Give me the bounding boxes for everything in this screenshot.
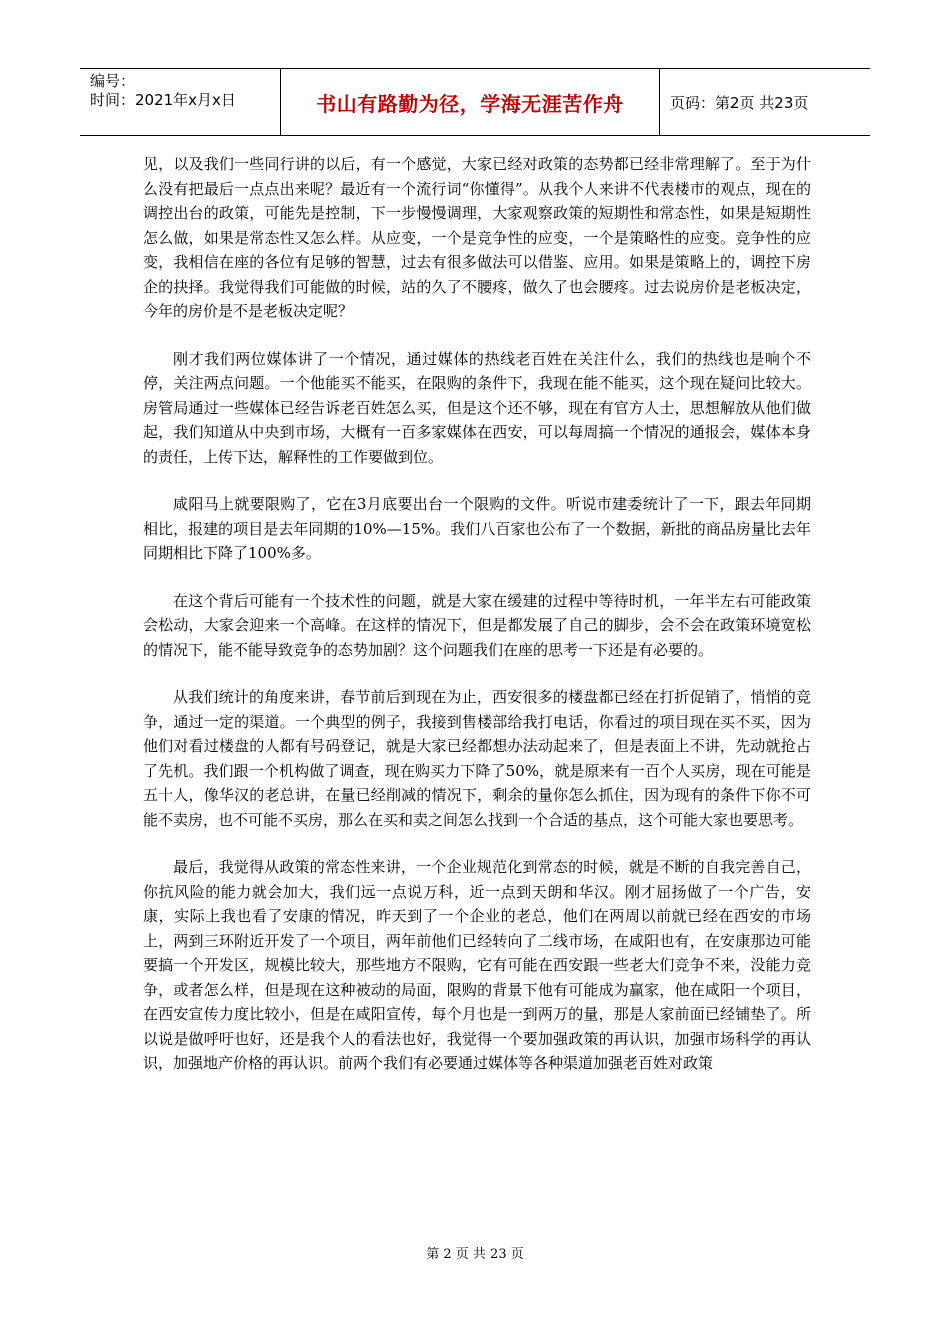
- body-paragraph: 从我们统计的角度来讲，春节前后到现在为止，西安很多的楼盘都已经在打折促销了，悄悄的竞争，通过一定的渠道。一个典型的例子，我接到售楼部给我打电话，你看过的项目现在买不买，因为他们对看过楼盘的人都有号码登记，就是大家已经都想办法动起来了，但是表面上不讲，先动就抢占了先机。我们跟一个机构做了调查，现在购买力下降了50%，就是原来有一百个人买房，现在可能是五十人，像华汉的老总讲，在量已经削减的情况下，剩余的量你怎么抓住，因为现有的条件下你不可能不卖房，也不可能不买房，那么在买和卖之间怎么找到一个合适的基点，这个可能大家也要思考。: [143, 688, 811, 829]
- body-paragraph: 刚才我们两位媒体讲了一个情况，通过媒体的热线老百姓在关注什么，我们的热线也是响个不停，关注两点问题。一个他能买不能买，在限购的条件下，我现在能不能买，这个现在疑问比较大。房管局通过一些媒体已经告诉老百姓怎么买，但是这个还不够，现在有官方人士，思想解放从他们做起，我们知道从中央到市场，大概有一百多家媒体在西安，可以每周搞一个情况的通报会，媒体本身的责任，上传下达，解释性的工作要做到位。: [143, 349, 811, 466]
- body-paragraph: 在这个背后可能有一个技术性的问题，就是大家在缓建的过程中等待时机，一年半左右可能政策会松动，大家会迎来一个高峰。在这样的情况下，但是都发展了自己的脚步，会不会在政策环境宽松的情况下，能不能导致竞争的态势加剧？这个问题我们在座的思考一下还是有必要的。: [143, 591, 811, 659]
- header-page-info: 页码：第2页 共23页: [670, 93, 809, 112]
- document-body: [143, 152, 811, 1099]
- page-footer: 第 2 页 共 23 页: [426, 1247, 524, 1262]
- header-motto: 书山有路勤为径，学海无涯苦作舟: [280, 69, 660, 135]
- body-paragraph: 见，以及我们一些同行讲的以后，有一个感觉，大家已经对政策的态势都已经非常理解了。至于为什么没有把最后一点点出来呢？最近有一个流行词“你懂得”。从我个人来讲不代表楼市的观点，现在的调控出台的政策，可能先是控制，下一步慢慢调理，大家观察政策的短期性和常态性，如果是短期性怎么做，如果是常态性又怎么样。从应变，一个是竞争性的应变，一个是策略性的应变。竞争性的应变，我相信在座的各位有足够的智慧，过去有很多做法可以借鉴、应用。如果是策略上的，调控下房企的抉择。我觉得我们可能做的时候，站的久了不腰疼，做久了也会腰疼。过去说房价是老板决定，今年的房价是不是老板决定呢？: [143, 155, 811, 320]
- page-header: [80, 68, 870, 136]
- header-meta: [80, 69, 280, 135]
- document-number-label: 编号：: [90, 72, 136, 90]
- body-paragraph: 最后，我觉得从政策的常态性来讲，一个企业规范化到常态的时候，就是不断的自我完善自己，你抗风险的能力就会加大，我们远一点说万科，近一点到天朗和华汉。刚才屈扬做了一个广告，安康，实际上我也看了安康的情况，昨天到了一个企业的老总，他们在两周以前就已经在西安的市场上，两到三环附近开发了一个项目，两年前他们已经转向了二线市场，在咸阳也有，在安康那边可能要搞一个开发区，规模比较大，那些地方不限购，它有可能在西安跟一些老大们竞争不来，没能力竞争，或者怎么样，但是现在这种被动的局面，限购的背景下他有可能成为赢家，他在咸阳一个项目，在西安宣传力度比较小，但是在咸阳宣传，每个月也是一到两万的量，那是人家前面已经铺垫了。所以说是做呼吁也好，还是我个人的看法也好，我觉得一个要加强政策的再认识，加强市场科学的再认识，加强地产价格的再认识。前两个我们有必要通过媒体等各种渠道加强老百姓对政策: [143, 858, 811, 1072]
- document-date: 时间：2021年x月x日: [90, 91, 236, 109]
- body-paragraph: 咸阳马上就要限购了，它在3月底要出台一个限购的文件。听说市建委统计了一下，跟去年同期相比，报建的项目是去年同期的10%—15%。我们八百家也公布了一个数据，新批的商品房量比去年同期相比下降了100%多。: [143, 495, 811, 562]
